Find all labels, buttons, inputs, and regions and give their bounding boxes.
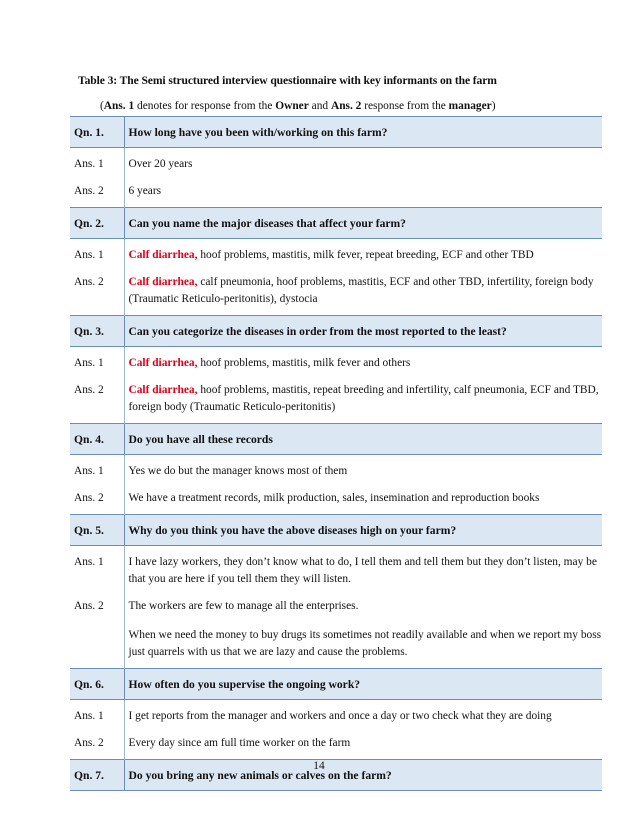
question-text: How long have you been with/working on this farm? [124, 117, 602, 148]
question-text: Why do you think you have the above diseases high on your farm? [124, 515, 602, 546]
question-text: Do you bring any new animals or calves on the farm? [124, 760, 602, 791]
questionnaire-table [70, 116, 602, 791]
question-text: Can you name the major diseases that affect your farm? [124, 208, 602, 239]
question-label: Qn. 2. [70, 208, 124, 239]
answer-text [124, 239, 602, 269]
note-ans1: Ans. 1 [103, 100, 135, 112]
note-text: ) [491, 100, 496, 112]
note-ans2: Ans. 2 [330, 100, 362, 112]
answer-row [70, 546, 602, 593]
question-text: Do you have all these records [124, 424, 602, 455]
answer-label: Ans. 2 [70, 592, 124, 669]
disease-highlight: Calf diarrhea, [128, 276, 198, 288]
answer-label: Ans. 1 [70, 239, 124, 269]
answer-text [124, 376, 602, 424]
answer-label: Ans. 2 [70, 729, 124, 760]
answer-row [70, 729, 602, 760]
answer-paragraph: The workers are few to manage all the enterprises. [128, 600, 359, 612]
answer-body: hoof problems, mastitis, milk fever and others [197, 357, 411, 369]
question-row [70, 316, 602, 347]
answer-text: Yes we do but the manager knows most of them [128, 465, 348, 477]
answer-label: Ans. 1 [70, 546, 124, 593]
answer-label: Ans. 2 [70, 484, 124, 515]
question-row [70, 424, 602, 455]
question-label: Qn. 7. [70, 760, 124, 791]
answer-paragraph: When we need the money to buy drugs its sometimes not readily available and when we report my boss just quarrels with us that we are lazy and cause the problems. [128, 629, 602, 658]
answer-text: We have a treatment records, milk production, sales, insemination and reproduction books [128, 492, 540, 504]
note-text: ( [100, 100, 104, 112]
answer-label: Ans. 1 [70, 455, 124, 485]
question-text: Can you categorize the diseases in order from the most reported to the least? [124, 316, 602, 347]
answer-body: hoof problems, mastitis, milk fever, repeat breeding, ECF and other TBD [197, 249, 534, 261]
answer-body: calf pneumonia, hoof problems, mastitis, ECF and other TBD, infertility, foreign body (Traumatic Reticulo-peritonitis), dystocia [128, 276, 594, 305]
answer-label: Ans. 2 [70, 177, 124, 208]
question-row [70, 669, 602, 700]
question-label: Qn. 6. [70, 669, 124, 700]
answer-text [124, 268, 602, 316]
note-text: and [308, 100, 331, 112]
answer-text: 6 years [128, 185, 162, 197]
answer-label: Ans. 1 [70, 347, 124, 377]
answer-label: Ans. 1 [70, 700, 124, 730]
question-row [70, 208, 602, 239]
table-caption: Table 3: The Semi structured interview questionnaire with key informants on the farm [78, 74, 497, 87]
answer-row [70, 239, 602, 269]
disease-highlight: Calf diarrhea, [128, 357, 198, 369]
answer-row [70, 268, 602, 316]
answer-text: Every day since am full time worker on the farm [128, 737, 351, 749]
answer-row [70, 592, 602, 669]
question-label: Qn. 1. [70, 117, 124, 148]
table-note [100, 100, 620, 112]
answer-row [70, 455, 602, 485]
question-label: Qn. 3. [70, 316, 124, 347]
note-text: response from the [361, 100, 449, 112]
answer-text: Over 20 years [128, 158, 193, 170]
question-label: Qn. 5. [70, 515, 124, 546]
question-row [70, 117, 602, 148]
note-manager: manager [448, 100, 492, 112]
note-owner: Owner [275, 100, 309, 112]
answer-body: hoof problems, mastitis, repeat breeding and infertility, calf pneumonia, ECF and TBD, foreign body (Traumatic Reticulo-peritonitis) [128, 384, 599, 413]
answer-row [70, 177, 602, 208]
answer-text [124, 347, 602, 377]
question-row [70, 515, 602, 546]
answer-label: Ans. 2 [70, 268, 124, 316]
answer-row [70, 484, 602, 515]
answer-row [70, 347, 602, 377]
answer-label: Ans. 1 [70, 148, 124, 178]
answer-row [70, 700, 602, 730]
disease-highlight: Calf diarrhea, [128, 384, 198, 396]
answer-label: Ans. 2 [70, 376, 124, 424]
question-label: Qn. 4. [70, 424, 124, 455]
answer-text: I get reports from the manager and workers and once a day or two check what they are doing [128, 710, 552, 722]
answer-text: I have lazy workers, they don’t know what to do, I tell them and tell them but they don’t listen, may be that you are here if you tell them they will listen. [128, 556, 597, 585]
page-number: 14 [313, 760, 325, 772]
answer-row [70, 376, 602, 424]
disease-highlight: Calf diarrhea, [128, 249, 198, 261]
note-text: denotes for response from the [134, 100, 276, 112]
answer-text [124, 592, 602, 669]
question-text: How often do you supervise the ongoing work? [124, 669, 602, 700]
answer-row [70, 148, 602, 178]
